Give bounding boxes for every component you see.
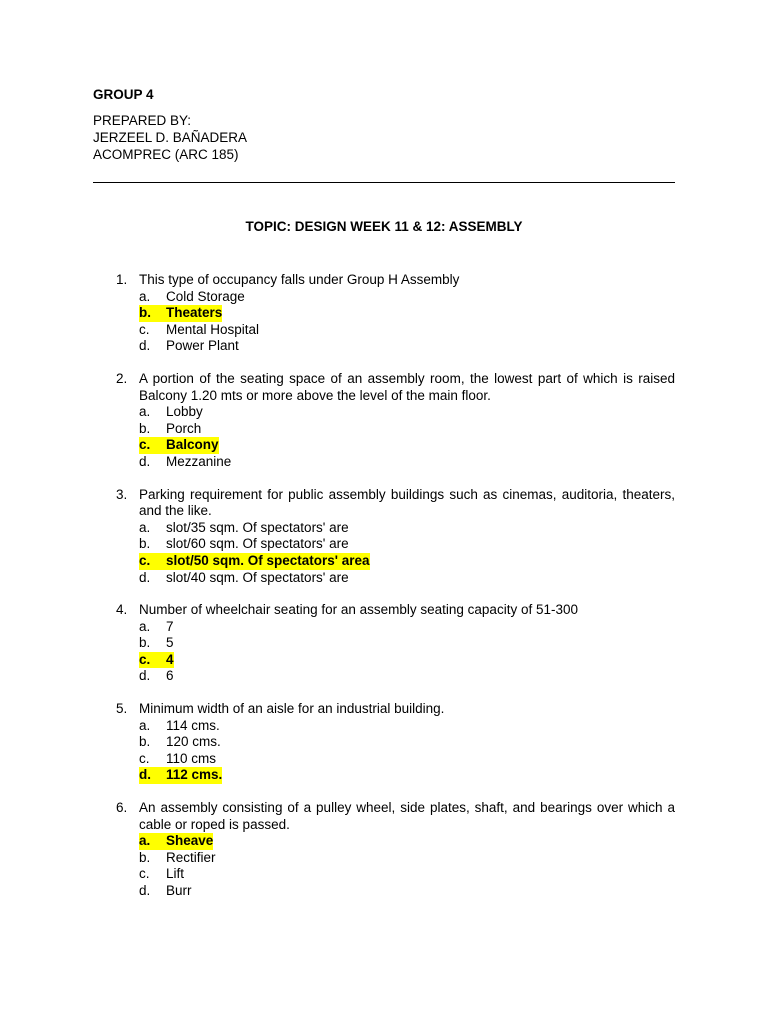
option [139,536,675,553]
option-text: Mental Hospital [166,321,260,337]
answer-highlight [139,553,370,570]
question-number: 3. [116,486,128,502]
option-correct [139,652,675,669]
question-item [93,701,675,784]
option-text: Mezzanine [166,453,232,469]
option-letter: b. [139,849,151,865]
header-divider [93,182,675,183]
option-letter: a. [139,618,151,634]
question-number: 1. [116,272,128,287]
group-title: GROUP 4 [93,87,154,102]
question-text: Minimum width of an aisle for an industrial building. [139,701,445,717]
option-text: Balcony [166,437,219,453]
question-number: 5. [116,701,128,717]
option [139,421,675,438]
option [139,570,675,587]
option-text: 110 cms [166,750,217,766]
question-text: Number of wheelchair seating for an assembly seating capacity of 51-300 [139,602,578,618]
option [139,289,675,306]
answer-highlight [139,652,174,669]
question-number: 4. [116,602,128,618]
topic-heading: TOPIC: DESIGN WEEK 11 & 12: ASSEMBLY [245,219,523,234]
option-correct [139,767,675,784]
option-text: Power Plant [166,338,239,354]
option [139,850,675,867]
option-list [139,289,675,355]
option-correct [139,553,675,570]
option-list [139,833,675,899]
course-code: ACOMPREC (ARC 185) [93,147,239,162]
answer-highlight [139,305,222,322]
option [139,866,675,883]
option-letter: d. [139,338,151,354]
option-text: 120 cms. [166,734,221,750]
option-correct [139,437,675,454]
option [139,322,675,339]
option-text: 5 [166,635,174,651]
option-letter: b. [139,536,151,552]
prepared-by-label: PREPARED BY: [93,113,192,128]
option-letter: c. [139,651,151,667]
option [139,619,675,636]
option [139,404,675,421]
option-letter: d. [139,668,151,684]
option-text: 114 cms. [166,717,220,733]
option-letter: d. [139,453,151,469]
author-name: JERZEEL D. BAÑADERA [93,130,248,145]
option-text: slot/40 sqm. Of spectators' are [166,569,349,585]
option-letter: c. [139,552,151,568]
option-letter: c. [139,866,150,882]
option [139,734,675,751]
option-list [139,718,675,784]
option-letter: a. [139,519,151,535]
option-text: 4 [166,651,174,667]
option [139,883,675,900]
question-item [93,272,675,355]
option-text: Porch [166,420,202,436]
option-text: Cold Storage [166,288,245,304]
option-letter: d. [139,569,151,585]
option [139,718,675,735]
option-letter: d. [139,883,151,898]
option [139,668,675,685]
option [139,454,675,471]
option-letter: b. [139,635,151,651]
option-letter: a. [139,288,151,304]
option-text: Rectifier [166,849,216,865]
question-number: 6. [116,800,128,816]
option-letter: b. [139,734,151,750]
question-item [93,487,675,587]
option-list [139,619,675,685]
option-text: 7 [166,618,174,634]
option-letter: c. [139,750,150,766]
option [139,751,675,768]
option [139,520,675,537]
option-letter: b. [139,305,151,321]
option-letter: a. [139,717,151,733]
option-letter: c. [139,437,151,453]
question-list [93,272,675,900]
option-text: Sheave [166,833,214,849]
document-page [93,86,675,916]
option-text: slot/50 sqm. Of spectators' area [166,552,370,568]
question-item [93,602,675,685]
option-letter: d. [139,767,151,783]
option-letter: b. [139,420,151,436]
question-text: An assembly consisting of a pulley wheel, side plates, shaft, and bearings over which a cable or roped is passed. [139,800,675,832]
option-text: 6 [166,668,174,684]
option-letter: a. [139,833,151,849]
question-text: This type of occupancy falls under Group H Assembly [139,272,460,287]
option-letter: a. [139,404,151,420]
answer-highlight [139,833,213,850]
option-text: slot/35 sqm. Of spectators' are [166,519,349,535]
option-correct [139,305,675,322]
option-text: slot/60 sqm. Of spectators' are [166,536,349,552]
option-correct [139,833,675,850]
option-text: Burr [166,883,192,898]
option-list [139,520,675,586]
option-letter: c. [139,321,150,337]
question-item [93,371,675,471]
option-list [139,404,675,470]
question-number: 2. [116,370,128,386]
option-text: Theaters [166,305,223,321]
option-text: Lift [166,866,185,882]
answer-highlight [139,767,222,784]
option [139,338,675,355]
question-text: Parking requirement for public assembly buildings such as cinemas, auditoria, theaters, and the like. [139,486,675,519]
option-text: Lobby [166,404,203,420]
option-text: 112 cms. [166,767,223,783]
answer-highlight [139,437,219,454]
option [139,635,675,652]
question-text: A portion of the seating space of an assembly room, the lowest part of which is raised Balcony 1.20 mts or more above the level of the main floor. [139,370,675,403]
question-item [93,800,675,900]
